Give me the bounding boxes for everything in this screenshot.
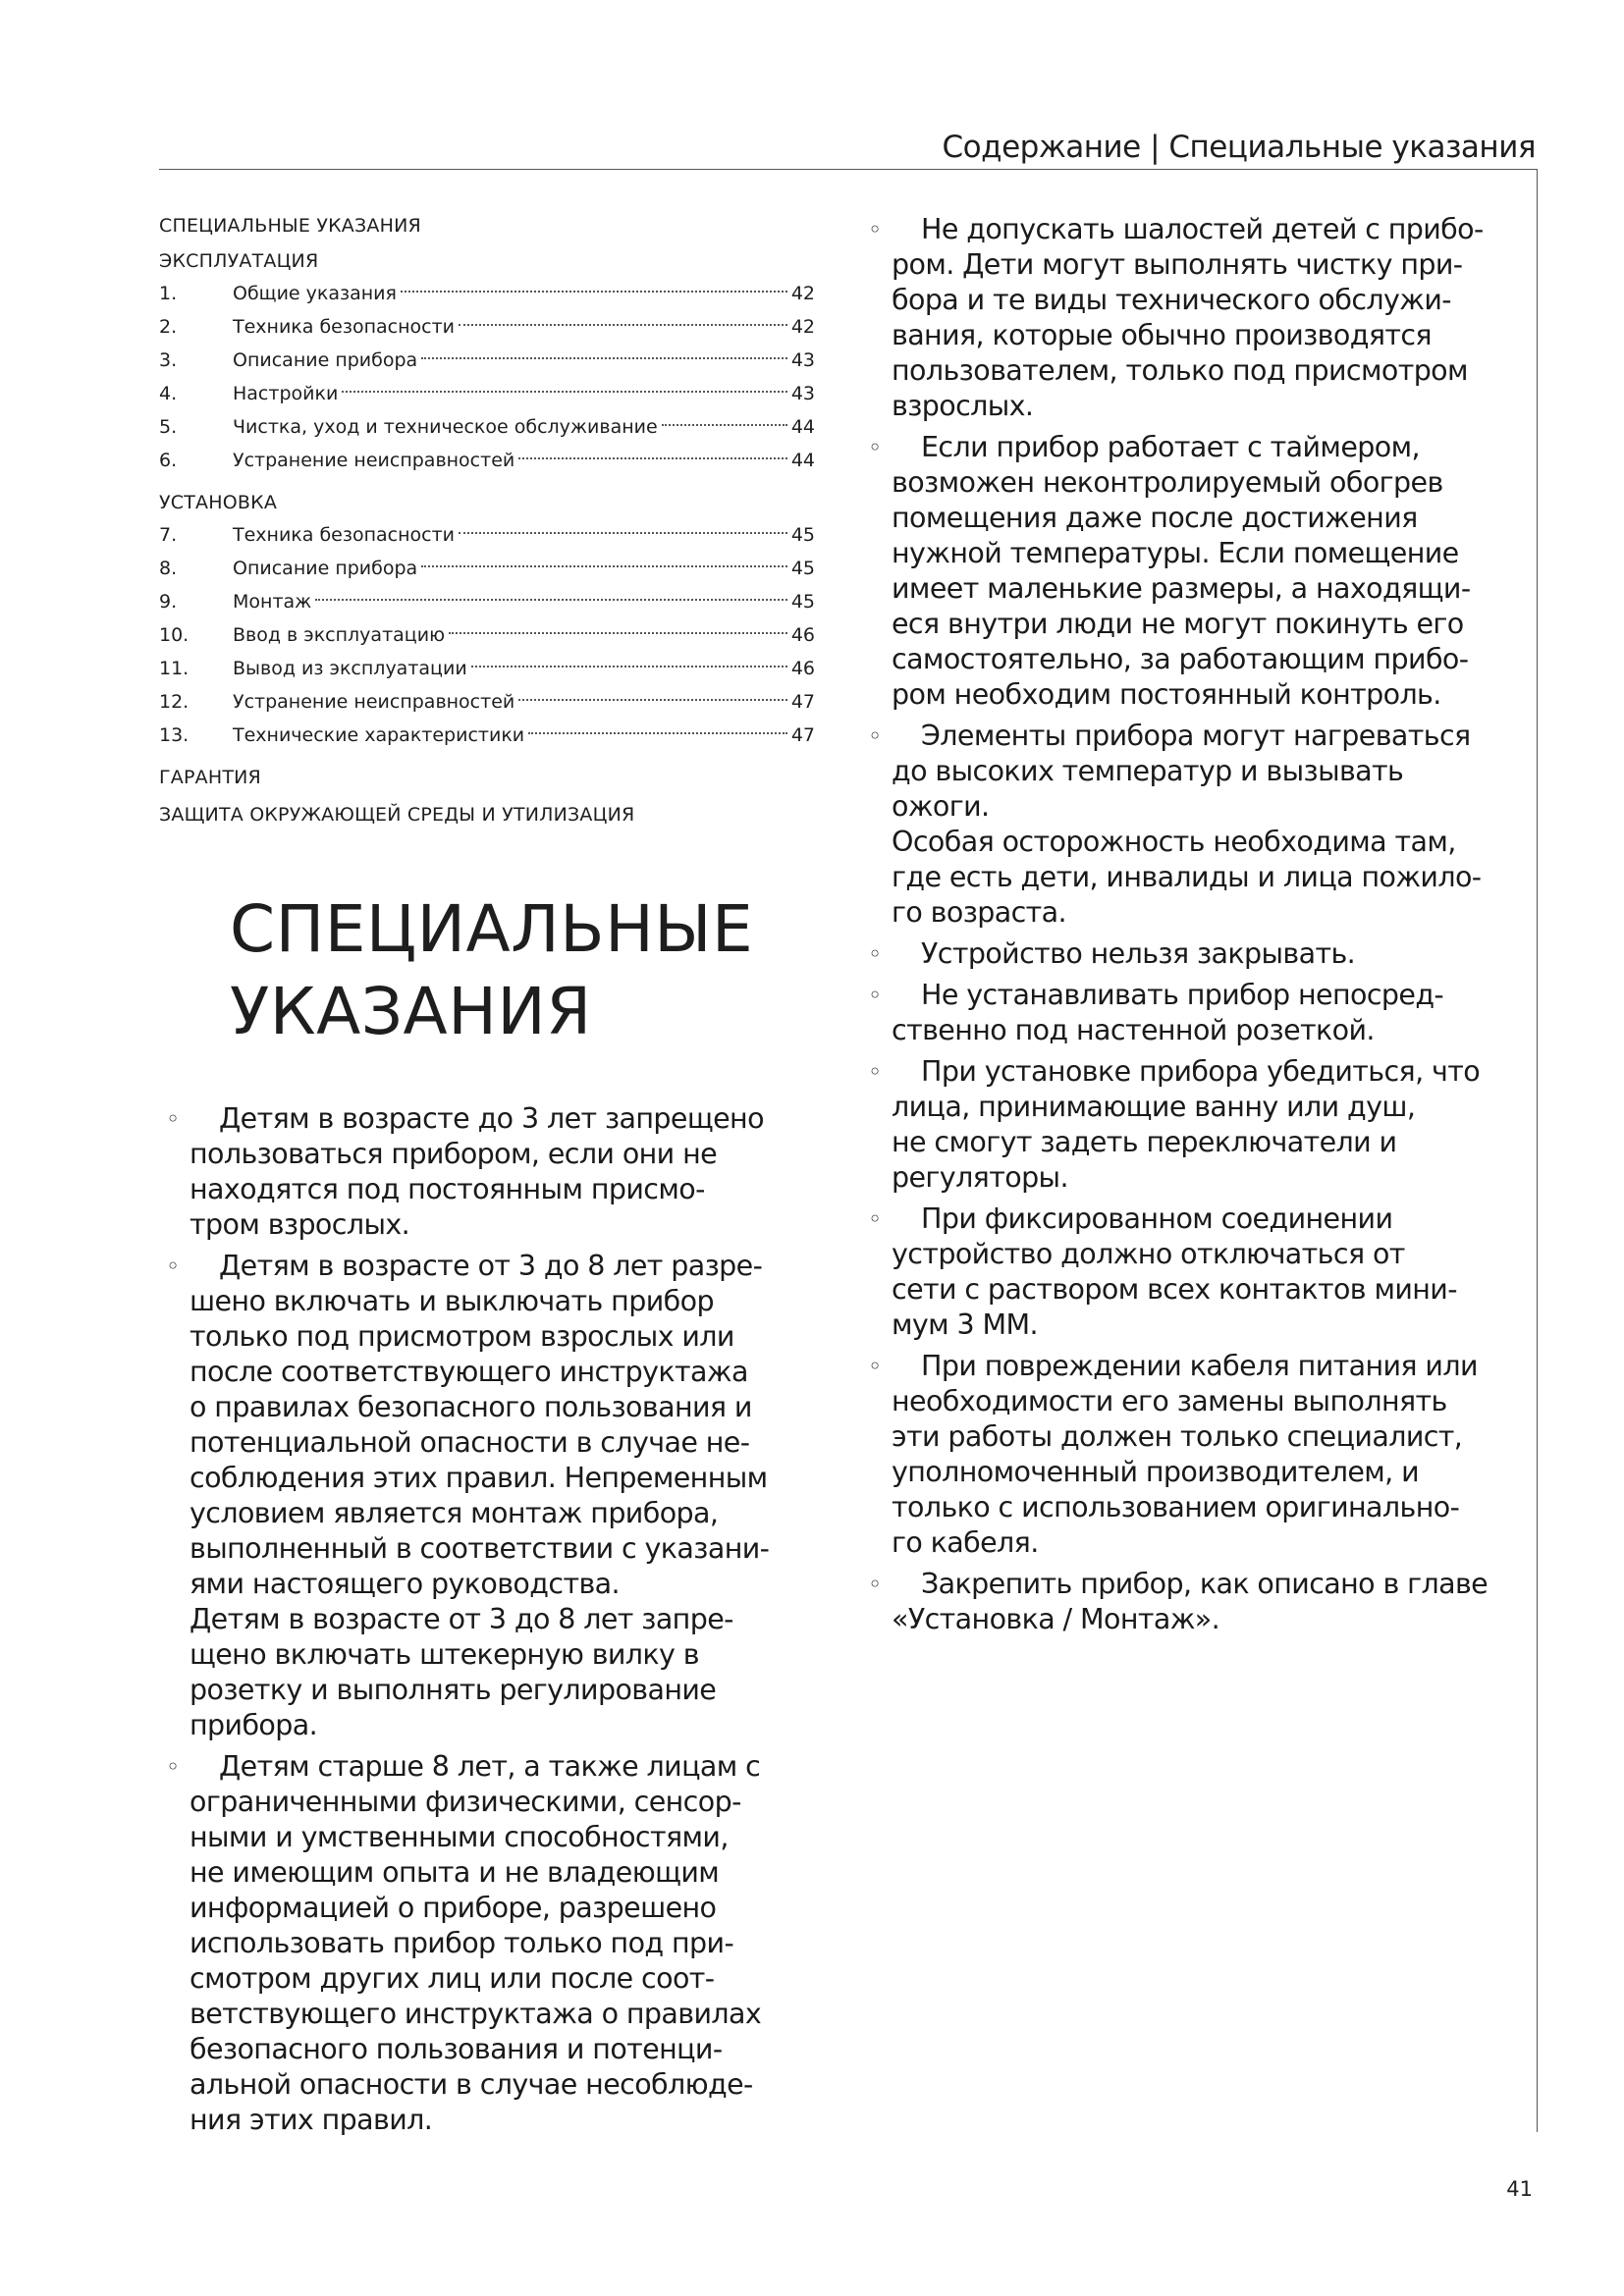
toc-entry[interactable] <box>159 685 815 719</box>
toc-entry[interactable] <box>159 377 815 410</box>
toc-entry-number: 4. <box>159 383 178 404</box>
bullet-circle-icon: ◦ <box>868 940 882 968</box>
bullet-item <box>868 978 1542 1048</box>
bullet-item <box>868 1201 1542 1343</box>
toc-entry-number: 6. <box>159 450 178 471</box>
bullet-circle-icon: ◦ <box>868 1353 882 1380</box>
toc-dot-leader <box>518 457 787 459</box>
toc-section-environment[interactable]: ЗАЩИТА ОКРУЖАЮЩЕЙ СРЕДЫ И УТИЛИЗАЦИЯ <box>159 804 635 826</box>
toc-entry-label: Описание прибора <box>233 349 418 371</box>
bullet-text: Элементы прибора могут нагреваться до высоких температур и вызывать ожоги. Особая осторожность необходима там, где есть дети, инвалиды и лица пожило- го возраста. <box>892 720 1482 929</box>
bullet-item <box>166 1749 825 2138</box>
toc-entry-label: Настройки <box>233 383 339 404</box>
toc-entry-page: 44 <box>790 450 815 471</box>
bullet-circle-icon: ◦ <box>166 1753 180 1781</box>
toc-entry-number: 8. <box>159 558 178 579</box>
toc-entry-number: 3. <box>159 349 178 371</box>
bullet-circle-icon: ◦ <box>868 1058 882 1086</box>
toc-entry-number: 11. <box>159 658 189 679</box>
toc-installation-list <box>159 518 815 752</box>
toc-entry-label: Описание прибора <box>233 558 418 579</box>
toc-dot-leader <box>459 532 787 534</box>
bullet-circle-icon: ◦ <box>868 722 882 750</box>
bullet-text: Детям старше 8 лет, а также лицам с ограниченными физическими, сенсор- ными и умственными способностями, не имеющим опыта и не владеющим информацией о приборе, разрешено использовать прибор только под при- смотром других лиц или после соот- ветствующего инструктажа о правилах безопасного пользования и потенци- альной опасности в случае несоблюде- ния этих правил. <box>189 1750 762 2136</box>
toc-entry-label: Технические характеристики <box>233 724 525 746</box>
toc-entry[interactable] <box>159 552 815 585</box>
right-column-bullets <box>868 212 1542 1643</box>
toc-section-special[interactable]: СПЕЦИАЛЬНЫЕ УКАЗАНИЯ <box>159 215 421 237</box>
bullet-circle-icon: ◦ <box>868 982 882 1009</box>
toc-entry[interactable] <box>159 652 815 685</box>
toc-dot-leader <box>401 291 787 293</box>
page-number: 41 <box>1506 2177 1533 2201</box>
toc-dot-leader <box>421 357 787 359</box>
bullet-circle-icon: ◦ <box>868 216 882 243</box>
toc-dot-leader <box>459 324 787 326</box>
toc-entry[interactable] <box>159 410 815 444</box>
toc-entry-page: 44 <box>790 416 815 438</box>
toc-entry[interactable] <box>159 310 815 344</box>
toc-entry-label: Ввод в эксплуатацию <box>233 624 446 646</box>
toc-entry-page: 43 <box>790 349 815 371</box>
toc-entry-page: 42 <box>790 316 815 338</box>
bullet-item <box>868 719 1542 931</box>
toc-entry-label: Вывод из эксплуатации <box>233 658 467 679</box>
bullet-text: Не допускать шалостей детей с прибо- ром. Дети могут выполнять чистку при- бора и те виды технического обслужи- вания, которые обычно производятся пользователем, только под присмотром взрослых. <box>892 213 1484 422</box>
toc-entry[interactable] <box>159 518 815 552</box>
left-column-bullets <box>166 1101 825 2144</box>
bullet-item <box>166 1101 825 1243</box>
toc-dot-leader <box>315 599 787 601</box>
toc-operation-list <box>159 277 815 477</box>
toc-entry[interactable] <box>159 618 815 652</box>
toc-dot-leader <box>662 424 787 426</box>
bullet-circle-icon: ◦ <box>166 1105 180 1133</box>
toc-section-warranty[interactable]: ГАРАНТИЯ <box>159 767 261 788</box>
toc-entry-label: Устранение неисправностей <box>233 450 515 471</box>
toc-entry-number: 2. <box>159 316 178 338</box>
bullet-circle-icon: ◦ <box>868 1571 882 1598</box>
bullet-item <box>868 1349 1542 1561</box>
bullet-text: Устройство нельзя закрывать. <box>921 937 1356 970</box>
toc-entry-number: 5. <box>159 416 178 438</box>
bullet-text: Закрепить прибор, как описано в главе «Установка / Монтаж». <box>892 1568 1489 1635</box>
bullet-text: При установке прибора убедиться, что лица, принимающие ванну или душ, не смогут задеть переключатели и регуляторы. <box>892 1055 1481 1194</box>
bullet-text: Детям в возрасте от 3 до 8 лет разре- шено включать и выключать прибор только под присмотром взрослых или после соответствующего инструктажа о правилах безопасного пользования и потенциальной опасности в случае не- соблюдения этих правил. Непременным условием является монтаж прибора, выполненный в соответствии с указани- ями настоящего руководства. Детям в возрасте от 3 до 8 лет запре- щено включать штекерную вилку в розетку и выполнять регулирование прибора. <box>189 1250 770 1741</box>
toc-entry-page: 45 <box>790 524 815 546</box>
bullet-item <box>868 936 1542 972</box>
toc-entry[interactable] <box>159 719 815 752</box>
bullet-item <box>166 1249 825 1743</box>
toc-entry-label: Монтаж <box>233 591 312 613</box>
toc-section-installation[interactable]: УСТАНОВКА <box>159 492 278 513</box>
bullet-circle-icon: ◦ <box>868 1205 882 1233</box>
toc-entry-page: 47 <box>790 724 815 746</box>
bullet-item <box>868 212 1542 424</box>
bullet-text: Не устанавливать прибор непосред- ственно под настенной розеткой. <box>892 979 1444 1046</box>
toc-dot-leader <box>421 565 787 567</box>
toc-entry-page: 45 <box>790 558 815 579</box>
toc-dot-leader <box>528 732 787 734</box>
page-header-title: Содержание | Специальные указания <box>942 130 1536 165</box>
table-of-contents <box>159 214 815 838</box>
bullet-item <box>868 1567 1542 1637</box>
toc-entry-label: Общие указания <box>233 283 397 304</box>
header-rule <box>159 169 1537 170</box>
toc-entry-number: 7. <box>159 524 178 546</box>
toc-entry-label: Техника безопасности <box>233 316 456 338</box>
toc-section-operation[interactable]: ЭКСПЛУАТАЦИЯ <box>159 250 319 272</box>
toc-entry-number: 13. <box>159 724 189 746</box>
toc-entry[interactable] <box>159 585 815 618</box>
bullet-text: Если прибор работает с таймером, возможен неконтролируемый обогрев помещения даже после достижения нужной температуры. Если помещение имеет маленькие размеры, а находящи- еся внутри люди не могут покинуть его самостоятельно, за работающим прибо- ром необходим постоянный контроль. <box>892 431 1471 711</box>
bullet-item <box>868 1054 1542 1196</box>
toc-entry[interactable] <box>159 277 815 310</box>
bullet-text: При повреждении кабеля питания или необходимости его замены выполнять эти работы должен только специалист, уполномоченный производителем, и только с использованием оригинально- го кабеля. <box>892 1350 1478 1559</box>
toc-entry-number: 9. <box>159 591 178 613</box>
toc-entry[interactable] <box>159 444 815 477</box>
bullet-circle-icon: ◦ <box>166 1253 180 1280</box>
toc-entry-page: 43 <box>790 383 815 404</box>
toc-entry-page: 46 <box>790 624 815 646</box>
toc-entry-page: 46 <box>790 658 815 679</box>
toc-dot-leader <box>471 666 787 667</box>
toc-entry-page: 45 <box>790 591 815 613</box>
toc-entry-number: 1. <box>159 283 178 304</box>
page-title-line2: УКАЗАНИЯ <box>230 974 592 1049</box>
toc-dot-leader <box>342 391 787 393</box>
toc-entry-number: 12. <box>159 691 189 713</box>
bullet-item <box>868 430 1542 713</box>
bullet-text: Детям в возрасте до 3 лет запрещено пользоваться прибором, если они не находятся под постоянным присмо- тром взрослых. <box>189 1102 764 1241</box>
bullet-text: При фиксированном соединении устройство должно отключаться от сети с раствором всех контактов мини- мум 3 ММ. <box>892 1202 1457 1341</box>
toc-dot-leader <box>518 699 787 701</box>
page-title <box>230 888 753 1053</box>
bullet-circle-icon: ◦ <box>868 434 882 461</box>
toc-entry-label: Устранение неисправностей <box>233 691 515 713</box>
toc-entry[interactable] <box>159 344 815 377</box>
toc-entry-page: 47 <box>790 691 815 713</box>
toc-entry-label: Чистка, уход и техническое обслуживание <box>233 416 658 438</box>
toc-dot-leader <box>449 632 787 634</box>
toc-entry-label: Техника безопасности <box>233 524 456 546</box>
page-title-line1: СПЕЦИАЛЬНЫЕ <box>230 891 754 967</box>
toc-entry-number: 10. <box>159 624 189 646</box>
toc-entry-page: 42 <box>790 283 815 304</box>
